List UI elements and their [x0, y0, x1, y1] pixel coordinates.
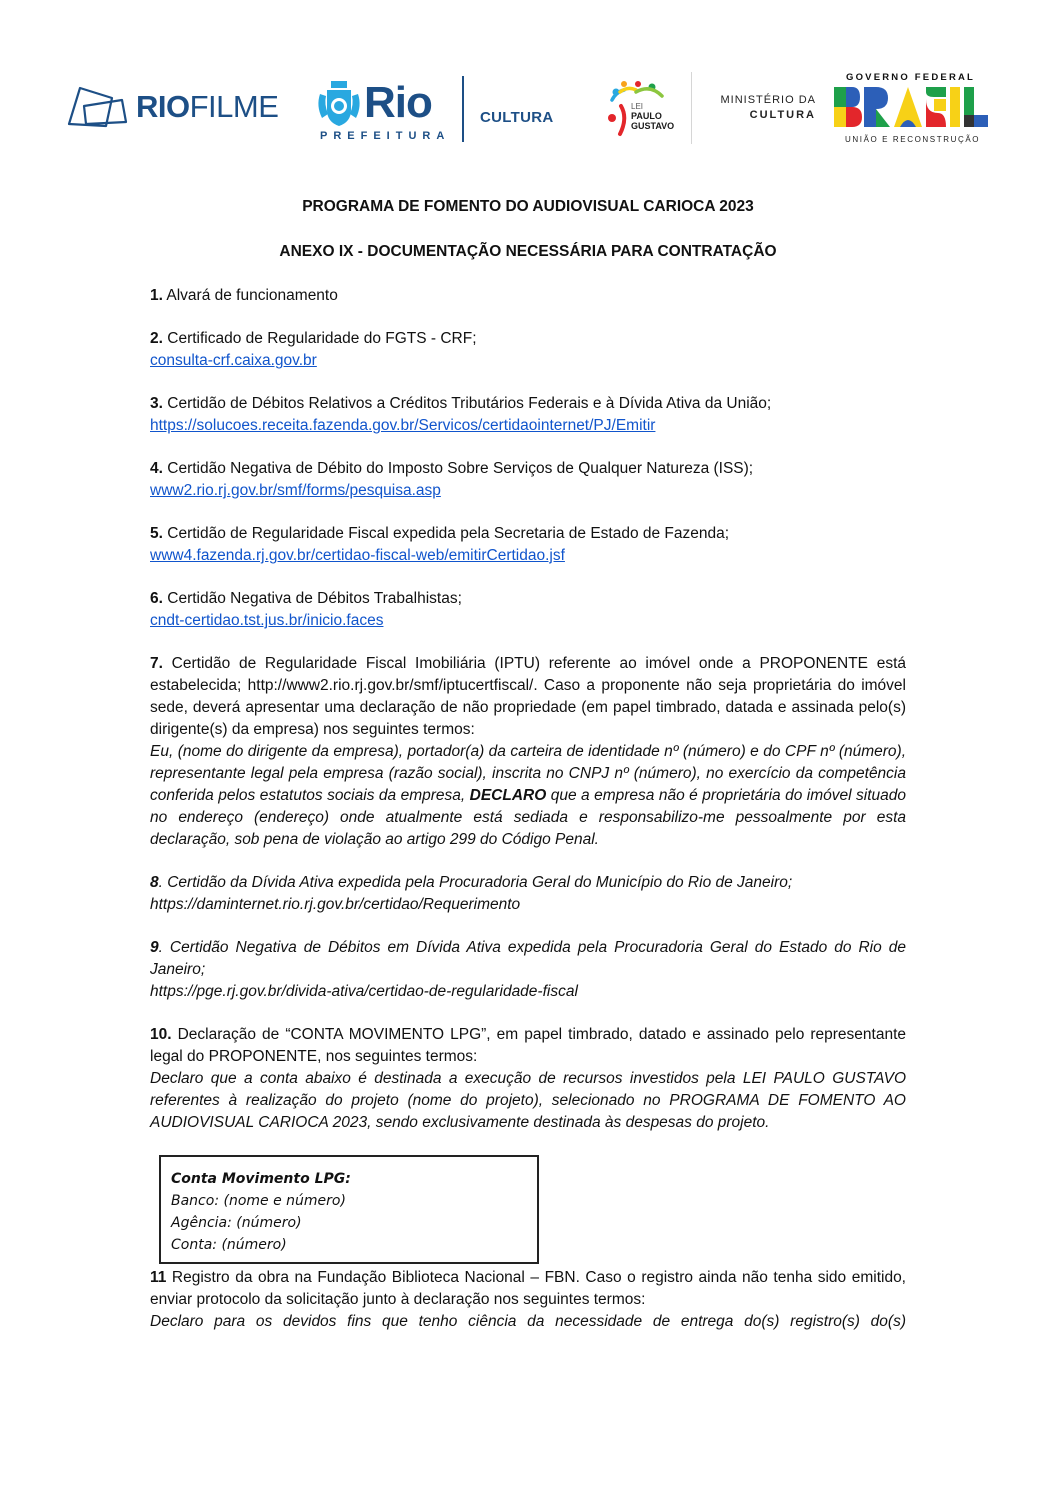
declaration-conta-movimento: Declaro que a conta abaixo é destinada a execução de recursos investidos pela LEI PAULO GUSTAVO referentes à realização do projeto (nome do projeto), selecionado no PROGRAMA DE FOMENTO AO AUDIOVISUAL CARIOCA 2023, sendo exclusivamente destinada às despesas do projeto. [150, 1070, 906, 1131]
document-subtitle: ANEXO IX - DOCUMENTAÇÃO NECESSÁRIA PARA CONTRATAÇÃO [279, 243, 777, 260]
uniao-reconstrucao-label: UNIÃO E RECONSTRUÇÃO [845, 135, 981, 144]
logo-divider [691, 72, 692, 144]
box-line-banco: Banco: (nome e número) [171, 1193, 346, 1209]
receita-federal-link[interactable]: https://solucoes.receita.fazenda.gov.br/Servicos/certidaointernet/PJ/Emitir [150, 417, 656, 434]
ministerio-cultura-logo: MINISTÉRIO DA CULTURA [720, 94, 816, 121]
riofilme-logo [66, 82, 306, 132]
lei-paulo-gustavo-logo [606, 78, 686, 138]
list-item-10: 10. Declaração de “CONTA MOVIMENTO LPG”, em papel timbrado, datado e assinado pelo representante legal do PROPONENTE, nos seguintes termos: Declaro que a conta abaixo é destinada a execução de recursos investidos pela LEI PAULO GUSTAVO referentes à realização do projeto (nome do projeto), selecionado no PROGRAMA DE FOMENTO AO AUDIOVISUAL CARIOCA 2023, sendo exclusivamente destinada às despesas do projeto. Conta Movimento LPG: Banco: (nome e número) Agência: (número) Conta: (número) [150, 1024, 906, 1264]
list-item-7: 7. Certidão de Regularidade Fiscal Imobiliária (IPTU) referente ao imóvel onde a PROPONENTE está estabelecida; http://www2.rio.rj.gov.br/smf/iptucertfiscal/. Caso a proponente não seja proprietária do imóvel sede, deverá apresentar uma declaração de não propriedade (em papel timbrado, datada e assinada pelo(s) dirigente(s) da empresa) nos seguintes termos: Eu, (nome do dirigente da empresa), portador(a) da carteira de identidade nº (número) e do CPF nº (número), representante legal pela empresa (razão social), inscrita no CNPJ nº (número), no exercício da competência conferida pelos estatutos sociais da empresa, DECLARO que a empresa não é proprietária do imóvel situado no endereço (endereço) onde atualmente está sediada e responsabilizo-me pessoalmente por esta declaração, sob pena de violação ao artigo 299 do Código Penal. [150, 653, 906, 851]
lpg-name-label: PAULO GUSTAVO [631, 111, 675, 131]
conta-movimento-box [159, 1155, 539, 1264]
document-body [150, 196, 906, 1333]
riofilme-frame-icon [66, 84, 130, 130]
governo-federal-label: GOVERNO FEDERAL [846, 72, 976, 83]
tst-cndt-link[interactable]: cndt-certidao.tst.jus.br/inicio.faces [150, 612, 384, 629]
lpg-lei-label: LEI [631, 102, 644, 111]
riofilme-wordmark: RIOFILME [136, 89, 279, 124]
sefaz-rj-link[interactable]: www4.fazenda.rj.gov.br/certidao-fiscal-web/emitirCertidao.jsf [150, 547, 565, 564]
box-heading: Conta Movimento LPG: [171, 1171, 351, 1187]
prefeitura-label: PREFEITURA [320, 130, 451, 142]
box-line-conta: Conta: (número) [171, 1237, 287, 1253]
cultura-label: CULTURA [480, 109, 554, 126]
list-item-2: 2. Certificado de Regularidade do FGTS - CRF; consulta-crf.caixa.gov.br [150, 330, 477, 369]
list-item-1: 1. Alvará de funcionamento [150, 287, 338, 304]
list-item-9: 9. Certidão Negativa de Débitos em Dívida Ativa expedida pela Procuradoria Geral do Estado do Rio de Janeiro; https://pge.rj.gov.br/divida-ativa/certidao-de-regularidade-fiscal [150, 937, 906, 1003]
prefeitura-rio-logo [314, 78, 449, 148]
box-line-agencia: Agência: (número) [171, 1215, 302, 1231]
header-logo-bar [0, 60, 1060, 160]
declaration-registro-fbn: Declaro para os devidos fins que tenho ciência da necessidade de entrega do(s) registro(s) do(s) [150, 1313, 906, 1330]
iss-certidao-link[interactable]: www2.rio.rj.gov.br/smf/forms/pesquisa.asp [150, 482, 441, 499]
logo-divider [462, 76, 464, 142]
declaration-nao-propriedade: Eu, (nome do dirigente da empresa), portador(a) da carteira de identidade nº (número) e do CPF nº (número), representante legal pela empresa (razão social), inscrita no CNPJ nº (número), no exercício da competência conferida pelos estatutos sociais da empresa, DECLARO que a empresa não é proprietária do imóvel situado no endereço (endereço) onde atualmente está sediada e responsabilizo-me pessoalmente por esta declaração, sob pena de violação ao artigo 299 do Código Penal. [150, 743, 906, 848]
rio-wordmark: Rio [364, 78, 432, 127]
list-item-11: 11 Registro da obra na Fundação Biblioteca Nacional – FBN. Caso o registro ainda não tenha sido emitido, enviar protocolo da solicitação junto à declaração nos seguintes termos: Declaro para os devidos fins que tenho ciência da necessidade de entrega do(s) registro(s) do(s) [150, 1267, 906, 1333]
list-item-6: 6. Certidão Negativa de Débitos Trabalhistas; cndt-certidao.tst.jus.br/inicio.faces [150, 590, 462, 629]
list-item-4: 4. Certidão Negativa de Débito do Imposto Sobre Serviços de Qualquer Natureza (ISS); www2.rio.rj.gov.br/smf/forms/pesquisa.asp [150, 460, 754, 499]
pge-rj-url: https://pge.rj.gov.br/divida-ativa/certidao-de-regularidade-fiscal [150, 983, 578, 1000]
brasil-wordmark-icon [834, 87, 988, 127]
list-item-3: 3. Certidão de Débitos Relativos a Créditos Tributários Federais e à Dívida Ativa da União; https://solucoes.receita.fazenda.gov.br/Servicos/certidaointernet/PJ/Emitir [150, 395, 772, 434]
divida-ativa-municipio-url: https://daminternet.rio.rj.gov.br/certidao/Requerimento [150, 896, 521, 913]
document-title: PROGRAMA DE FOMENTO DO AUDIOVISUAL CARIOCA 2023 [302, 198, 754, 215]
rio-coat-of-arms-icon [316, 80, 362, 128]
list-item-5: 5. Certidão de Regularidade Fiscal expedida pela Secretaria de Estado de Fazenda; www4.fazenda.rj.gov.br/certidao-fiscal-web/emitirCertidao.jsf [150, 525, 730, 564]
fgts-crf-link[interactable]: consulta-crf.caixa.gov.br [150, 352, 317, 369]
governo-federal-logo [834, 72, 990, 152]
list-item-8: 8. Certidão da Dívida Ativa expedida pela Procuradoria Geral do Município do Rio de Janeiro; https://daminternet.rio.rj.gov.br/certidao/Requerimento [150, 872, 906, 916]
